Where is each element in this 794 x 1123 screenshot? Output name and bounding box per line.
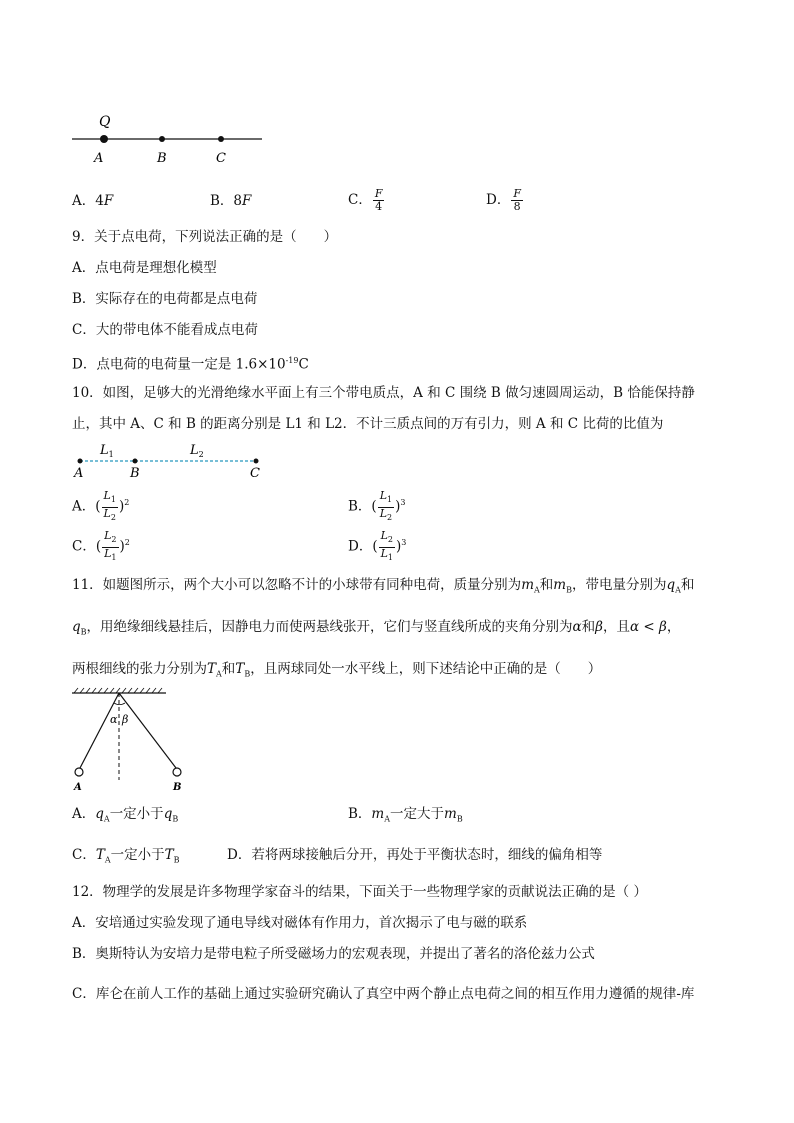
q11-thread-a (80, 693, 119, 768)
q11-ceiling-hatch (74, 688, 162, 693)
q11-option-a[interactable]: A．$q_A$一定小于$q_B$ (72, 806, 179, 824)
q11-ball-a (75, 768, 83, 776)
q10-stem-line1: 10．如图，足够大的光滑绝缘水平面上有三个带电质点，A 和 C 围绕 B 做匀速圆周运动，B 恰能保持静 (72, 385, 695, 401)
q10-label-c: C (250, 466, 260, 481)
q9-stem: 9．关于点电荷，下列说法正确的是（ ） (72, 229, 338, 245)
q8-label-q: Q (99, 114, 111, 130)
q8-option-b[interactable]: B．8F (210, 193, 252, 209)
q11-label-a: A (74, 782, 82, 793)
q8-figure (70, 110, 270, 170)
q11-label-alpha: α (110, 713, 118, 726)
q8-option-c[interactable]: C． $\frac{F}{4}$ (348, 187, 383, 213)
q11-stem-line2: $q_B$，用绝缘细线悬挂后，因静电力而使两悬线张开，它们与竖直线所成的夹角分别为α和β，且α < β， (72, 619, 681, 637)
q12-option-b[interactable]: B．奥斯特认为安培力是带电粒子所受磁场力的宏观表现，并提出了著名的洛伦兹力公式 (72, 946, 595, 962)
q10-fraction-b: $\frac{L_1}{L_2}$ (379, 489, 393, 522)
q11-figure (70, 688, 190, 798)
q11-stem-line1: 11．如题图所示，两个大小可以忽略不计的小球带有同种电荷，质量分别为$m_A$和$m_B$，带电量分别为$q_A$和 (72, 577, 695, 595)
q11-thread-b (119, 693, 176, 768)
q10-option-c[interactable]: C．( $\frac{L_2}{L_1}$ )$^2$ (72, 529, 130, 562)
q8-fraction-c: $\frac{F}{4}$ (374, 187, 383, 213)
q11-option-b[interactable]: B．$m_A$一定大于$m_B$ (348, 806, 463, 824)
q12-stem: 12．物理学的发展是许多物理学家奋斗的结果，下面关于一些物理学家的贡献说法正确的是（ ） (72, 884, 647, 900)
q9-option-a[interactable]: A．点电荷是理想化模型 (72, 260, 217, 276)
q11-option-c[interactable]: C．$T_A$一定小于$T_B$ (72, 847, 180, 865)
q10-figure (70, 440, 270, 485)
q9-option-c[interactable]: C．大的带电体不能看成点电荷 (72, 322, 258, 338)
q11-option-d[interactable]: D．若将两球接触后分开，再处于平衡状态时，细线的偏角相等 (227, 847, 603, 863)
q9-option-d[interactable]: D．点电荷的电荷量一定是 $1.6\times 10^{-19}C$ (72, 356, 309, 373)
q10-label-a: A (74, 466, 84, 481)
q10-option-d[interactable]: D．( $\frac{L_2}{L_1}$ )$^3$ (348, 529, 407, 562)
q8-charge-dot (100, 135, 108, 143)
q8-point-b (159, 136, 165, 142)
q10-point-c (254, 459, 259, 464)
q11-label-b: B (173, 782, 182, 793)
q8-option-d[interactable]: D． $\frac{F}{8}$ (486, 187, 521, 213)
q10-point-a (78, 459, 83, 464)
q8-option-a[interactable]: A．4F (72, 193, 114, 209)
q10-option-a[interactable]: A．( $\frac{L_1}{L_2}$ )$^2$ (72, 489, 130, 522)
q10-label-l2: $L_2$ (190, 443, 204, 459)
q10-fraction-c: $\frac{L_2}{L_1}$ (104, 529, 117, 562)
q12-option-c[interactable]: C．库仑在前人工作的基础上通过实验研究确认了真空中两个静止点电荷之间的相互作用力遵循的规律-库 (72, 986, 695, 1002)
q9-option-b[interactable]: B．实际存在的电荷都是点电荷 (72, 291, 258, 307)
q11-label-beta: β (122, 713, 129, 726)
q11-stem-line3: 两根细线的张力分别为$T_A$和$T_B$，且两球同处一水平线上，则下述结论中正确的是（ ） (72, 661, 602, 679)
q10-label-b: B (130, 466, 140, 481)
q11-ball-b (173, 768, 181, 776)
q10-fraction-a: $\frac{L_1}{L_2}$ (103, 489, 116, 522)
q12-option-a[interactable]: A．安培通过实验发现了通电导线对磁体有作用力，首次揭示了电与磁的联系 (72, 915, 528, 931)
q8-label-b: B (157, 151, 167, 166)
q10-label-l1: $L_1$ (100, 443, 114, 459)
q8-label-a: A (94, 151, 104, 166)
q10-point-b (133, 459, 138, 464)
q8-label-c: C (216, 151, 226, 166)
q8-point-c (218, 136, 224, 142)
q8-fraction-d: $\frac{F}{8}$ (513, 187, 521, 213)
q10-stem-line2: 止，其中 A、C 和 B 的距离分别是 L1 和 L2．不计三质点间的万有引力，则 A 和 C 比荷的比值为 (72, 416, 664, 432)
q10-fraction-d: $\frac{L_2}{L_1}$ (380, 529, 393, 562)
q10-option-b[interactable]: B．( $\frac{L_1}{L_2}$ )$^3$ (348, 489, 406, 522)
